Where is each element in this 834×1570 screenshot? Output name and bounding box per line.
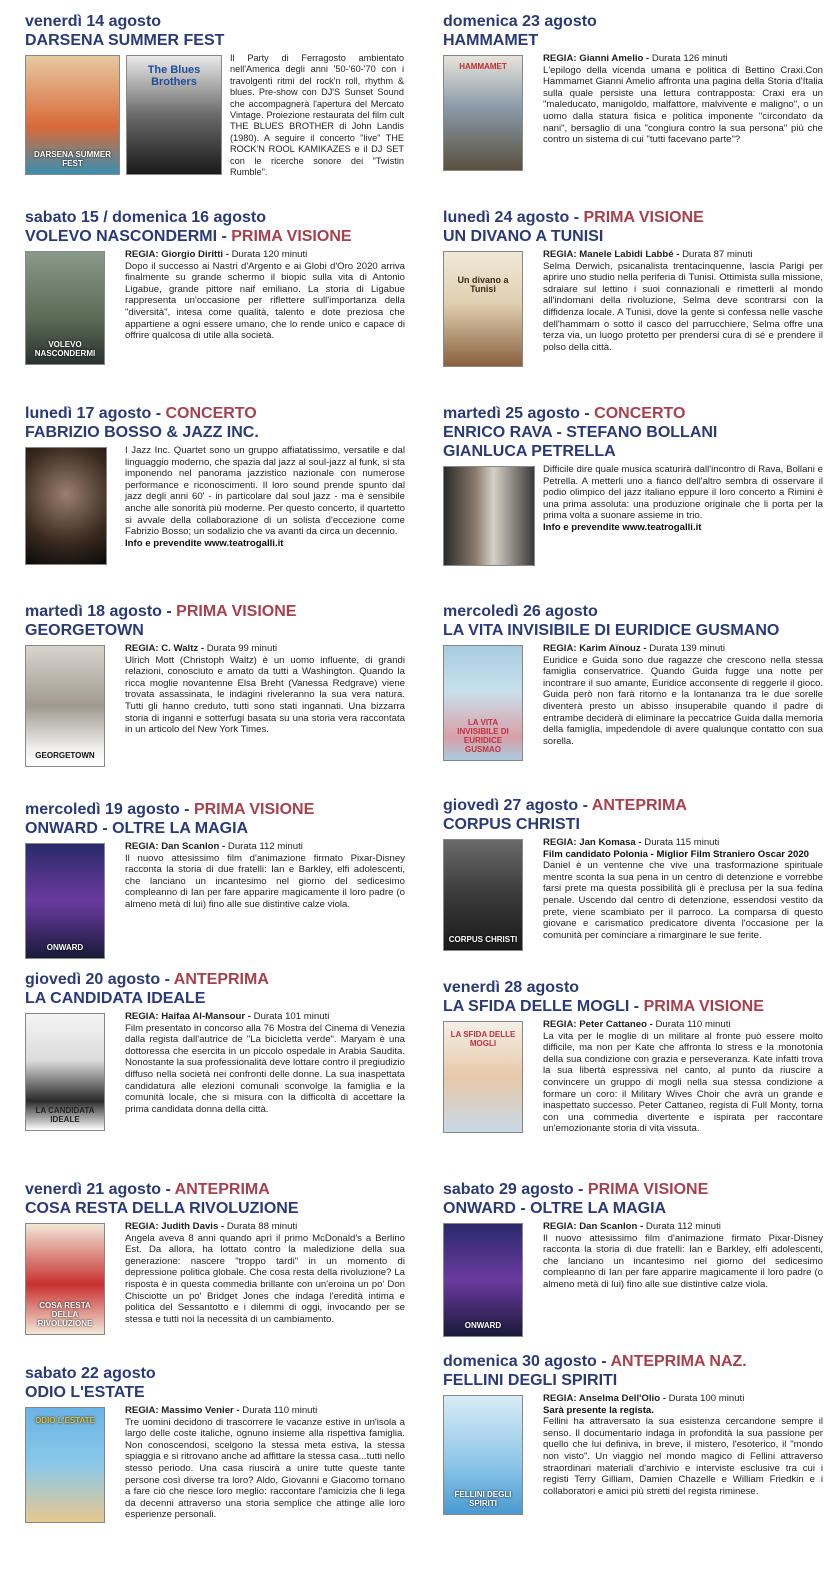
event-rava-bollani-petrella: [443, 404, 823, 533]
poster-fellini-image: FELLINI DEGLI SPIRITI: [443, 1395, 523, 1515]
event-description: REGIA: Karim Aïnouz - Durata 139 minuti Euridice e Guida sono due ragazze che crescono nella stessa famiglia conservatrice. Quando Guida fugge una notte per incontrare il suo amante, Euridice acconsente di reggerle il gioco. Guida però non farà ritorno e la lontananza tra le due sorelle diventerà presto un abisso insuperabile quando il padre di entrambe deciderà di eliminare la peccatrice Guida dalla memoria della famiglia, impedendole di avere qualunque contatto con sua sorella.: [543, 643, 823, 747]
event-onward-19: [25, 800, 405, 952]
event-title: FABRIZIO BOSSO & JAZZ INC.: [25, 424, 259, 441]
event-description: Difficile dire quale musica scaturirà dall'incontro di Rava, Bollani e Petrella. A metterli uno a fianco dell'altro sembra di osservare il podio olimpico del jazz italiano eppure il loro concerto a Rimini è una prima assoluta: una produzione originale che li porta per la prima volta a suonare assieme in trio. Info e prevendite www.teatrogalli.it: [543, 464, 823, 533]
event-title: ODIO L'ESTATE: [25, 1384, 145, 1401]
event-title: COSA RESTA DELLA RIVOLUZIONE: [25, 1200, 299, 1217]
event-description: REGIA: Dan Scanlon - Durata 112 minuti Il nuovo attesissimo film d'animazione firmato Pixar-Disney racconta la storia di due fratelli: Ian e Barkley, elfi adolescenti, che lanciano un incantesimo nel giorno del sedicesimo compleanno di Ian per fare apparire magicamente il loro padre (o almeno metà di lui) fino alle sue distintive calze viola.: [543, 1221, 823, 1290]
event-description: REGIA: Massimo Venier - Durata 110 minuti Tre uomini decidono di trascorrere le vacanze estive in un'isola a largo delle coste italiche, ognuno insieme alla rispettiva famiglia. Non conoscendosi, scelgono la stessa meta estiva, la stessa spiaggia e si ritrovano anche ad affittare la stessa casa...tutti nello stesso periodo. Una casa riuscirà a unire tutte queste tante persone così diverse tra loro? Aldo, Giovanni e Giacomo tornano a fare ciò che riesce loro meglio: raccontare l'amicizia che li lega da decenni attraverso una storia semplice che attinge alle loro esperienze personali.: [125, 1405, 405, 1521]
poster-corpus-christi-image: CORPUS CHRISTI: [443, 839, 523, 951]
event-date: venerdì 14 agosto: [25, 13, 162, 30]
event-date: giovedì 27 agosto - ANTEPRIMA: [443, 797, 687, 814]
event-title: VOLEVO NASCONDERMI - PRIMA VISIONE: [25, 228, 352, 245]
poster-volevo-nascondermi-image: VOLEVO NASCONDERMI: [25, 251, 105, 365]
event-corpus-christi: [443, 796, 823, 944]
poster-onward-image: ONWARD: [25, 843, 105, 959]
event-date: giovedì 20 agosto - ANTEPRIMA: [25, 971, 269, 988]
poster-la-vita-invisibile-image: LA VITA INVISIBILE DI EURIDICE GUSMAO: [443, 645, 523, 761]
event-description: REGIA: Anselma Dell'Olio - Durata 100 minuti Sarà presente la regista. Fellini ha attraversato la sua esistenza cercandone sempre il senso. Il documentario indaga in profondità la sua passione per quello che lui definiva, in breve, il mistero, l'esoterico, il "mondo non visto". Un viaggio nel mondo magico di Fellini attraverso straordinari materiali d'archivio e interviste esclusive tra cui i registi Terry Gilliam, Damien Chazelle e William Friedkin e i collaboratori e amici più stretti del regista riminese.: [543, 1393, 823, 1497]
event-title: FELLINI DEGLI SPIRITI: [443, 1372, 618, 1389]
event-onward-29: [443, 1180, 823, 1330]
event-fabrizio-bosso: [25, 404, 405, 549]
event-description: REGIA: Judith Davis - Durata 88 minuti Angela aveva 8 anni quando aprì il primo McDonald's a Berlino Est. Da allora, ha lottato contro la maledizione della sua generazione: nascere "troppo tardi" in un momento di depressione politica globale. Che cosa resta della rivoluzione? La risposta è in questa commedia brillante con un'eroina un po' Don Chisciotte un po' Bridget Jones che indaga l'eredità intima e politica del Sessantotto e i dilemmi di oggi, invocando per se stessa e tutti noi la necessità di un cambiamento.: [125, 1221, 405, 1325]
event-title: GEORGETOWN: [25, 622, 144, 639]
poster-hammamet-image: HAMMAMET: [443, 55, 523, 171]
event-georgetown: [25, 602, 405, 760]
event-description: REGIA: Manele Labidi Labbé - Durata 87 minuti Selma Derwich, psicanalista trentacinquenne, lascia Parigi per aprire uno studio nella periferia di Tunisi. Ottimista sulla missione, sdraiare sul lettino i suoi connazionali e rimetterli al mondo all'indomani della rivoluzione, Selma deve scontrarsi con la diffidenza locale. A Tunisi, dove la gente si confessa nelle vasche dell'hammam o sotto il casco del parrucchiere, Selma offre una terza via, un luogo protetto per prendersi cura di sé e prendere il polso della città.: [543, 249, 823, 353]
event-cosa-resta-della-rivoluzione: [25, 1180, 405, 1328]
event-date: venerdì 21 agosto - ANTEPRIMA: [25, 1181, 270, 1198]
event-odio-l-estate: [25, 1364, 405, 1521]
event-date: domenica 23 agosto: [443, 13, 597, 30]
event-date: venerdì 28 agosto: [443, 979, 580, 996]
event-description: REGIA: Gianni Amelio - Durata 126 minuti L'epilogo della vicenda umana e politica di Bettino Craxi.Con Hammamet Gianni Amelio affronta una pagina della Storia d'Italia sulla quale persiste una lettura contrapposta: Craxi era un "maleducato, manigoldo, malfattore, malvivente e maligno", o un uomo dalla statura fisica e politica imponente "circondato da nani", bersaglio di una "congiura contro la sua persona" più che contro un sistema di cui "tutti facevano parte"?: [543, 53, 823, 146]
event-title: HAMMAMET: [443, 32, 539, 49]
poster-cosa-resta-image: COSA RESTA DELLA RIVOLUZIONE: [25, 1223, 105, 1335]
event-title: CORPUS CHRISTI: [443, 816, 580, 833]
event-volevo-nascondermi: [25, 208, 405, 358]
event-title: ONWARD - OLTRE LA MAGIA: [25, 820, 249, 837]
poster-odio-l-estate-image: ODIO L'ESTATE: [25, 1407, 105, 1523]
event-date: lunedì 24 agosto - PRIMA VISIONE: [443, 209, 704, 226]
event-description: REGIA: Giorgio Diritti - Durata 120 minuti Dopo il successo ai Nastri d'Argento e ai Globi d'Oro 2020 arriva finalmente su grande schermo il biopic sulla vita di Antonio Ligabue, grande pittore naif emiliano. La storia di Ligabue rappresenta un'occasione per riflettere sull'importanza della "diversità", intesa come qualità, talento e dote preziosa che appartiene a ogni essere umano, che lo rende unico e capace di offrire qualcosa di utile alla società.: [125, 249, 405, 342]
event-title: ONWARD - OLTRE LA MAGIA: [443, 1200, 667, 1217]
event-hammamet: [443, 12, 823, 146]
event-title: ENRICO RAVA - STEFANO BOLLANI: [443, 424, 718, 441]
event-la-sfida-delle-mogli: [443, 978, 823, 1135]
poster-blues-brothers-image: The Blues Brothers: [126, 55, 222, 175]
event-description: REGIA: Dan Scanlon - Durata 112 minuti Il nuovo attesissimo film d'animazione firmato Pixar-Disney racconta la storia di due fratelli: Ian e Barkley, elfi adolescenti, che lanciano un incantesimo nel giorno del sedicesimo compleanno di Ian per fare apparire magicamente il loro padre (o almeno metà di lui) fino alle sue distintive calze viola.: [125, 841, 405, 910]
event-fellini-degli-spiriti: [443, 1352, 823, 1508]
poster-onward-image: ONWARD: [443, 1223, 523, 1337]
event-darsena-summer-fest: [25, 12, 405, 178]
poster-darsena-image: DARSENA SUMMER FEST: [25, 55, 120, 175]
event-date: mercoledì 26 agosto: [443, 603, 598, 620]
event-un-divano-a-tunisi: [443, 208, 823, 353]
event-date: sabato 22 agosto: [25, 1365, 156, 1382]
event-date: mercoledì 19 agosto - PRIMA VISIONE: [25, 801, 315, 818]
event-date: martedì 18 agosto - PRIMA VISIONE: [25, 603, 297, 620]
event-title: DARSENA SUMMER FEST: [25, 32, 225, 49]
event-description: REGIA: C. Waltz - Durata 99 minuti Ulrich Mott (Christoph Waltz) è un uomo influente, di grandi relazioni, conosciuto e amato da tutti a Washington. Quando la ricca moglie novantenne Elsa Breht (Vanessa Redgrave) viene trovata assassinata, le indagini riveleranno la sua vera natura. Tutti gli hanno creduto, tutti sono stati ingannati. Una bizzarra storia di inganni e sotterfugi basata su una storia vera raccontata in un articolo del New York Times.: [125, 643, 405, 736]
event-description: REGIA: Peter Cattaneo - Durata 110 minuti La vita per le moglie di un militare al fronte può essere molto difficile, ma non per Kate che affronta lo stress e la monotonia della sua condizione con grazia e perseveranza. Kate infatti trova la sua libertà espressiva nel canto, al punto da riuscire a convincere un gruppo di mogli nella sua stessa condizione a formare un coro: il Military Wives Choir che avrà un grande e inaspettato successo. Peter Cattaneo, regista di Full Monty, torna con una commedia divertente e ispirata per raccontare un'emozionante storia di vita vissuta.: [543, 1019, 823, 1135]
poster-rava-bollani-image: [443, 466, 535, 566]
event-la-candidata-ideale: [25, 970, 405, 1124]
event-title: UN DIVANO A TUNISI: [443, 228, 604, 245]
event-date: domenica 30 agosto - ANTEPRIMA NAZ.: [443, 1353, 747, 1370]
poster-fabrizio-bosso-image: [25, 447, 107, 565]
event-title-line2: GIANLUCA PETRELLA: [443, 443, 616, 460]
poster-la-sfida-image: LA SFIDA DELLE MOGLI: [443, 1021, 523, 1133]
event-date: sabato 15 / domenica 16 agosto: [25, 209, 266, 226]
event-date: martedì 25 agosto - CONCERTO: [443, 405, 686, 422]
event-title: LA SFIDA DELLE MOGLI - PRIMA VISIONE: [443, 998, 764, 1015]
poster-un-divano-image: Un divano a Tunisi: [443, 251, 523, 367]
event-description: REGIA: Jan Komasa - Durata 115 minuti Film candidato Polonia - Miglior Film Straniero Oscar 2020 Daniel è un ventenne che vive una trasformazione spirituale mentre sconta la sua pena in un centro di detenzione e vorrebbe farsi prete ma questa possibilità gli è preclusa per la sua fedina penale. Uscendo dal centro di detenzione, essendosi vestito da prete, viene scambiato per il parroco. La comparsa di questo giovane e carismatico predicatore diventa l'occasione per la comunità per cominciare a rimarginare le sue ferite.: [543, 837, 823, 941]
event-description: REGIA: Haifaa Al-Mansour - Durata 101 minuti Film presentato in concorso alla 76 Mostra del Cinema di Venezia dalla regista dall'autrice de "La bicicletta verde". Maryam è una dottoressa che esercita in un piccolo ospedale in Arabia Saudita. Nonostante la sua professionalità deve lottare contro il pregiudizio diffuso nella società nei confronti delle donne. La sua inaspettata candidatura alle elezioni comunali sconvolge la famiglia e la comunità locale, che si misura con la difficoltà di accettare la prima candidata donna della città.: [125, 1011, 405, 1115]
poster-candidata-ideale-image: LA CANDIDATA IDEALE: [25, 1013, 105, 1131]
event-description: I Jazz Inc. Quartet sono un gruppo affiatatissimo, versatile e dal linguaggio moderno, che spazia dal jazz al soul-jazz al funk, si sta imponendo nel panorama jazzistico nazionale con numerose performance e riconoscimenti. Il loro sound prende spunto dal jazz degli anni 60' - in particolare dal soul jazz - ma è sensibile anche alle sonorità più moderne. Per questo concerto, il quartetto si avvale della collaborazione di un solista d'eccezione come Fabrizio Bosso; un sodalizio che va avanti da circa un decennio. Info e prevendite www.teatrogalli.it: [125, 445, 405, 549]
event-date: lunedì 17 agosto - CONCERTO: [25, 405, 257, 422]
info-link[interactable]: Info e prevendite www.teatrogalli.it: [543, 521, 702, 533]
event-date: sabato 29 agosto - PRIMA VISIONE: [443, 1181, 709, 1198]
event-title: LA CANDIDATA IDEALE: [25, 990, 206, 1007]
event-la-vita-invisibile: [443, 602, 823, 754]
info-link[interactable]: Info e prevendite www.teatrogalli.it: [125, 537, 284, 549]
event-description: Il Party di Ferragosto ambientato nell'America degli anni '50-'60-'70 con i travolgenti ritmi del rock'n roll, rhythm & blues. Pre-show con DJ'S Sunset Sound che accompagnerà l'apertura del Mercato Vintage. Proiezione restaurata del film cult THE BLUES BROTHER di John Landis (1980). A seguire il concerto "live" THE ROCK'N ROOL KAMIKAZES e il DJ SET con le ricerche sonore dei "Twistin Rumble".: [230, 53, 404, 178]
poster-georgetown-image: GEORGETOWN: [25, 645, 105, 767]
event-title: LA VITA INVISIBILE DI EURIDICE GUSMANO: [443, 622, 780, 639]
